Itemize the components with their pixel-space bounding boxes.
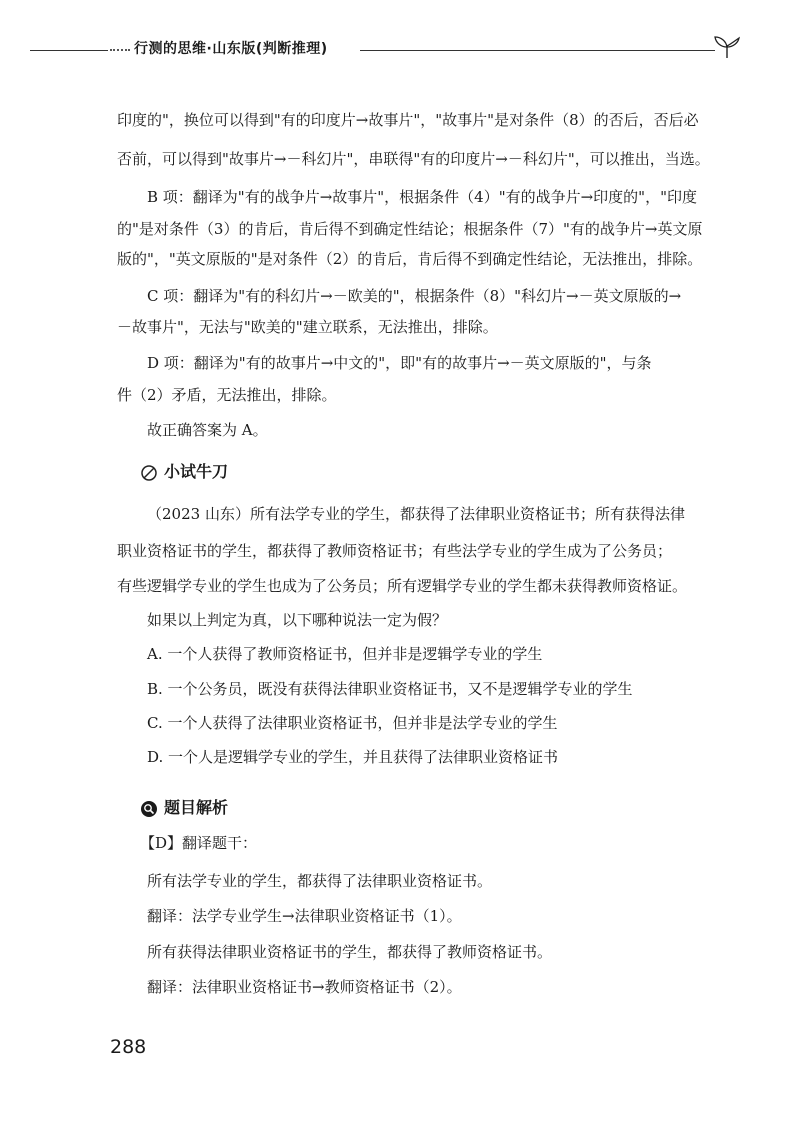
body-line: C 项：翻译为"有的科幻片→－欧美的"，根据条件（8）"科幻片→－英文原版的→: [147, 287, 682, 305]
body-line: 印度的"，换位可以得到"有的印度片→故事片"，"故事片"是对条件（8）的否后，否后必: [117, 111, 699, 129]
question-line: （2023 山东）所有法学专业的学生，都获得了法律职业资格证书；所有获得法律: [147, 505, 685, 523]
analysis-icon: [140, 800, 158, 818]
running-header: [30, 34, 730, 64]
body-line: 件（2）矛盾，无法推出，排除。: [117, 386, 337, 404]
body-line: 否前，可以得到"故事片→－科幻片"，串联得"有的印度片→－科幻片"，可以推出，当选。: [117, 150, 710, 168]
question-line: 有些逻辑学专业的学生也成为了公务员；所有逻辑学专业的学生都未获得教师资格证。: [117, 577, 688, 595]
body-line: 版的"，"英文原版的"是对条件（2）的肯后，肯后得不到确定性结论，无法推出，排除。: [117, 250, 703, 268]
question-prompt: 如果以上判定为真，以下哪种说法一定为假？: [147, 611, 448, 629]
body-line: 的"是对条件（3）的肯后，肯后得不到确定性结论；根据条件（7）"有的战争片→英文原: [117, 220, 703, 238]
option-c: C. 一个人获得了法律职业资格证书，但并非是法学专业的学生: [147, 714, 558, 732]
analysis-line: 翻译：法律职业资格证书→教师资格证书（2）。: [147, 978, 462, 996]
option-d: D. 一个人是逻辑学专业的学生，并且获得了法律职业资格证书: [147, 748, 559, 766]
sprout-icon: [712, 34, 742, 60]
page-number: 288: [110, 1036, 147, 1058]
option-b: B. 一个公务员，既没有获得法律职业资格证书，又不是逻辑学专业的学生: [147, 680, 633, 698]
header-rule-right: [360, 50, 715, 51]
analysis-line: 所有获得法律职业资格证书的学生，都获得了教师资格证书。: [147, 943, 553, 961]
body-line: D 项：翻译为"有的故事片→中文的"，即"有的故事片→－英文原版的"，与条: [147, 354, 652, 372]
practice-heading: [140, 458, 228, 486]
body-line: －故事片"，无法与"欧美的"建立联系，无法推出，排除。: [117, 318, 498, 336]
header-title: 行测的思维·山东版(判断推理): [134, 41, 328, 57]
pencil-slash-icon: [140, 464, 158, 482]
analysis-line: 翻译：法学专业学生→法律职业资格证书（1）。: [147, 907, 462, 925]
analysis-heading: [140, 794, 228, 822]
header-rule-dots: [110, 49, 130, 51]
body-line: B 项：翻译为"有的战争片→故事片"，根据条件（4）"有的战争片→印度的"，"印度: [147, 188, 697, 206]
analysis-heading-label: 题目解析: [164, 798, 229, 817]
question-line: 职业资格证书的学生，都获得了教师资格证书；有些法学专业的学生成为了公务员；: [117, 542, 673, 560]
answer-line: 故正确答案为 A。: [147, 421, 268, 439]
analysis-line: 所有法学专业的学生，都获得了法律职业资格证书。: [147, 872, 493, 890]
header-rule-left: [30, 50, 108, 51]
analysis-line: 【D】翻译题干：: [140, 834, 258, 852]
practice-heading-label: 小试牛刀: [164, 462, 229, 481]
option-a: A. 一个人获得了教师资格证书，但并非是逻辑学专业的学生: [147, 645, 543, 663]
